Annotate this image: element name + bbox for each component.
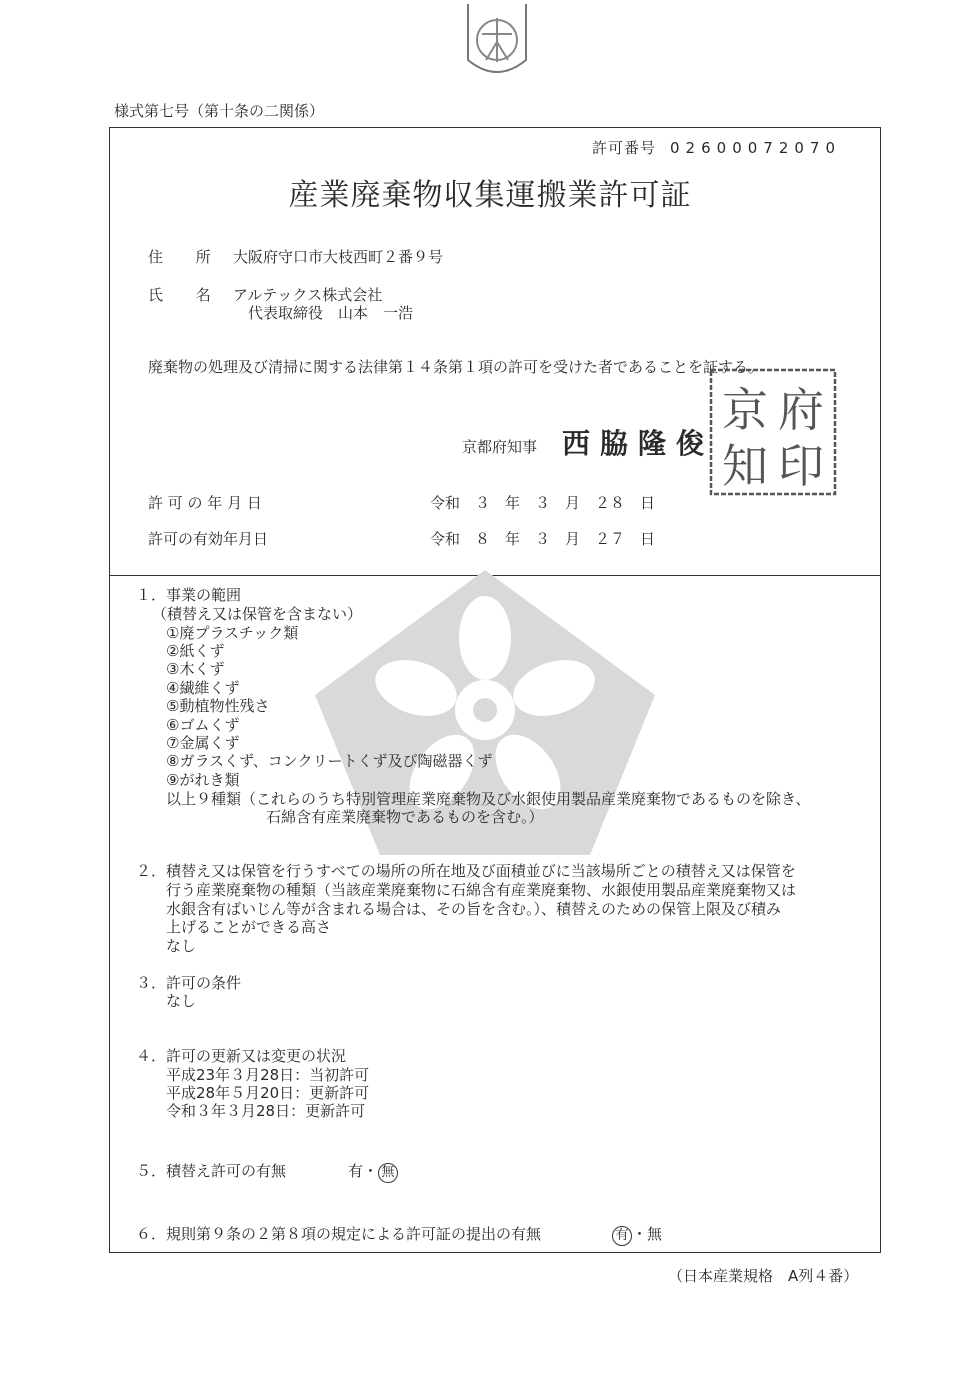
svg-text:知: 知 bbox=[722, 439, 768, 493]
address-value: 大阪府守口市大枝西町２番９号 bbox=[233, 248, 444, 266]
waste-type-item: ④繊維くず bbox=[166, 679, 240, 697]
permit-date-value: 令和 ３ 年 ３ 月 ２８ 日 bbox=[430, 494, 656, 512]
waste-type-item: ②紙くず bbox=[166, 642, 225, 660]
waste-type-item: ⑦金属くず bbox=[166, 734, 240, 752]
permit-number-value: 02600072070 bbox=[670, 139, 841, 157]
section4-heading: ４．許可の更新又は変更の状況 bbox=[136, 1047, 347, 1065]
expiry-date-label: 許可の有効年月日 bbox=[148, 530, 269, 548]
section1-summary-line1: 以上９種類（これらのうち特別管理産業廃棄物及び水銀使用製品産業廃棄物であるものを除き、 bbox=[166, 790, 811, 808]
section5-heading: ５．積替え許可の有無 bbox=[136, 1162, 287, 1180]
section5-option-no-circled: 無 bbox=[378, 1163, 398, 1183]
waste-type-item: ⑤動植物性残さ bbox=[166, 697, 270, 715]
governor-name: 西脇隆俊 bbox=[562, 427, 715, 460]
waste-type-item: ①廃プラスチック類 bbox=[166, 624, 299, 642]
waste-type-item: ⑧ガラスくず、コンクリートくず及び陶磁器くず bbox=[166, 752, 493, 770]
document-title: 産業廃棄物収集運搬業許可証 bbox=[288, 178, 692, 213]
footer-note: （日本産業規格 A列４番） bbox=[668, 1267, 859, 1285]
svg-text:印: 印 bbox=[778, 439, 824, 493]
section6-option-yes-circled: 有 bbox=[612, 1226, 632, 1246]
section2-line1: 積替え又は保管を行うすべての場所の所在地及び面積並びに当該場所ごとの積替え又は保管を bbox=[166, 862, 796, 880]
name-label: 氏 名 bbox=[148, 286, 225, 304]
governor-seal-stamp bbox=[707, 366, 839, 498]
form-label: 様式第七号（第十条の二関係） bbox=[114, 102, 325, 120]
svg-text:京: 京 bbox=[722, 383, 768, 437]
section6-option-no: 無 bbox=[647, 1225, 663, 1243]
section1-subheading: （積替え又は保管を含まない） bbox=[152, 605, 363, 623]
section3-value: なし bbox=[166, 992, 197, 1010]
section3-heading: ３．許可の条件 bbox=[136, 974, 242, 992]
section6-options bbox=[612, 1223, 662, 1246]
section2-line4: 上げることができる高さ bbox=[166, 918, 332, 936]
representative-name: 代表取締役 山本 一浩 bbox=[248, 304, 414, 322]
renewal-entry: 令和３年３月28日：更新許可 bbox=[166, 1102, 366, 1120]
expiry-date-value: 令和 ８ 年 ３ 月 ２７ 日 bbox=[430, 530, 656, 548]
company-name: アルテックス株式会社 bbox=[233, 286, 383, 304]
section2-number: ２． bbox=[136, 862, 167, 880]
svg-text:府: 府 bbox=[778, 383, 824, 437]
waste-type-item: ③木くず bbox=[166, 660, 225, 678]
section5-separator: ・ bbox=[363, 1162, 379, 1180]
certification-text: 廃棄物の処理及び清掃に関する法律第１４条第１項の許可を受けた者であることを証する。 bbox=[148, 358, 764, 376]
waste-type-item: ⑥ゴムくず bbox=[166, 716, 240, 734]
section2-line3: 水銀含有ばいじん等が含まれる場合は、その旨を含む。）、積替えのための保管上限及び積み bbox=[166, 900, 782, 918]
top-seal-mark bbox=[462, 0, 532, 80]
permit-number-label: 許可番号 bbox=[592, 139, 657, 157]
permit-date-label: 許 可 の 年 月 日 bbox=[148, 494, 262, 512]
section5-options bbox=[348, 1160, 398, 1183]
section1-heading: １．事業の範囲 bbox=[136, 586, 242, 604]
address-label: 住 所 bbox=[148, 248, 225, 266]
waste-type-item: ⑨がれき類 bbox=[166, 771, 240, 789]
section6-separator: ・ bbox=[632, 1225, 648, 1243]
section1-summary-line2: 石綿含有産業廃棄物であるものを含む。） bbox=[266, 808, 544, 826]
permit-number bbox=[592, 137, 841, 158]
section6-heading: ６．規則第９条の２第８項の規定による許可証の提出の有無 bbox=[136, 1225, 542, 1243]
section2-line2: 行う産業廃棄物の種類（当該産業廃棄物に石綿含有産業廃棄物、水銀使用製品産業廃棄物又は bbox=[166, 881, 797, 899]
renewal-entry: 平成23年３月28日：当初許可 bbox=[166, 1066, 370, 1084]
governor-title: 京都府知事 bbox=[462, 438, 538, 456]
section2-value: なし bbox=[166, 937, 197, 955]
renewal-entry: 平成28年５月20日：更新許可 bbox=[166, 1084, 370, 1102]
section5-option-yes: 有 bbox=[348, 1162, 364, 1180]
